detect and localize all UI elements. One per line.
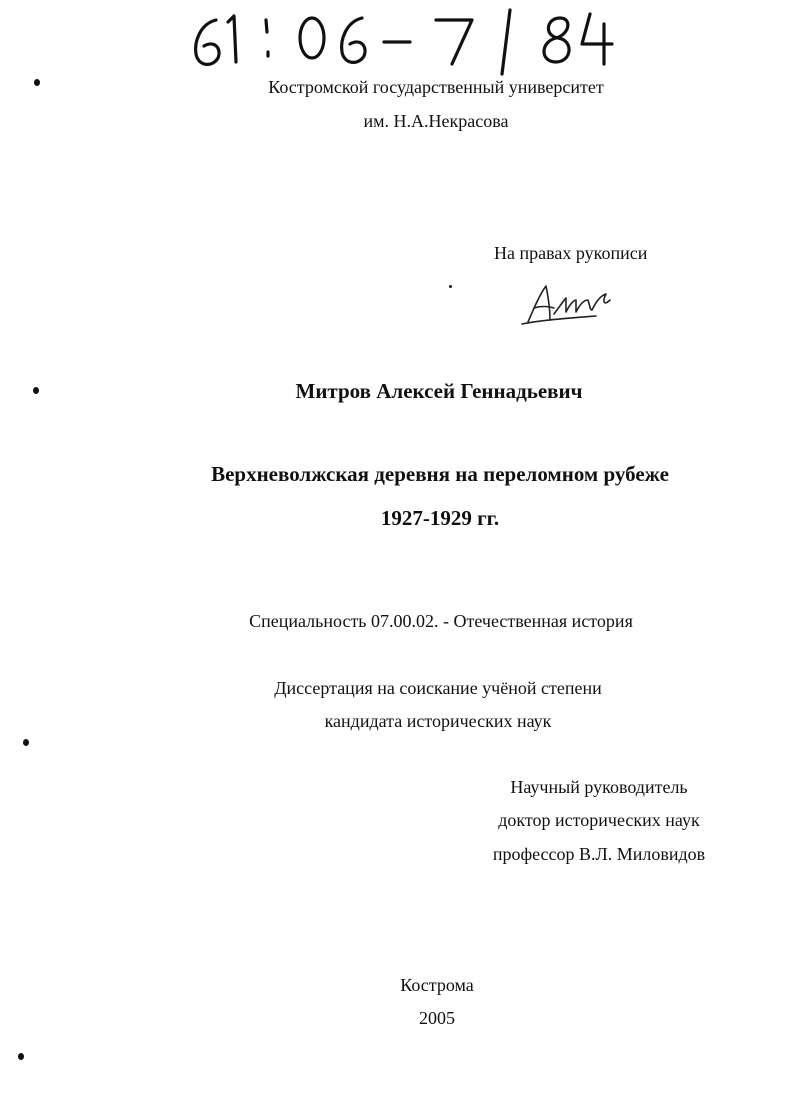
scan-mark — [33, 387, 39, 394]
degree-line-1: Диссертация на соискание учёной степени — [274, 678, 602, 698]
author-signature — [520, 278, 620, 328]
author-name: Митров Алексей Геннадьевич — [295, 379, 583, 403]
supervisor-degree: доктор исторических наук — [498, 810, 700, 830]
institution-name: Костромской государственный университет — [268, 77, 604, 97]
city: Кострома — [400, 975, 474, 995]
year: 2005 — [419, 1008, 455, 1028]
manuscript-rights-note: На правах рукописи — [494, 243, 648, 263]
scan-mark — [18, 1053, 24, 1060]
supervisor-label: Научный руководитель — [510, 777, 688, 797]
scan-speck — [449, 285, 452, 288]
scan-mark — [34, 79, 40, 86]
handwritten-number — [0, 0, 792, 80]
institution-honorific: им. Н.А.Некрасова — [363, 111, 509, 131]
dissertation-title: Верхневолжская деревня на переломном рубеже — [211, 462, 669, 486]
dissertation-years: 1927-1929 гг. — [380, 506, 500, 530]
supervisor-name: профессор В.Л. Миловидов — [492, 844, 706, 864]
degree-line-2: кандидата исторических наук — [324, 711, 552, 731]
specialty: Специальность 07.00.02. - Отечественная история — [249, 611, 633, 631]
scan-mark — [23, 739, 29, 746]
